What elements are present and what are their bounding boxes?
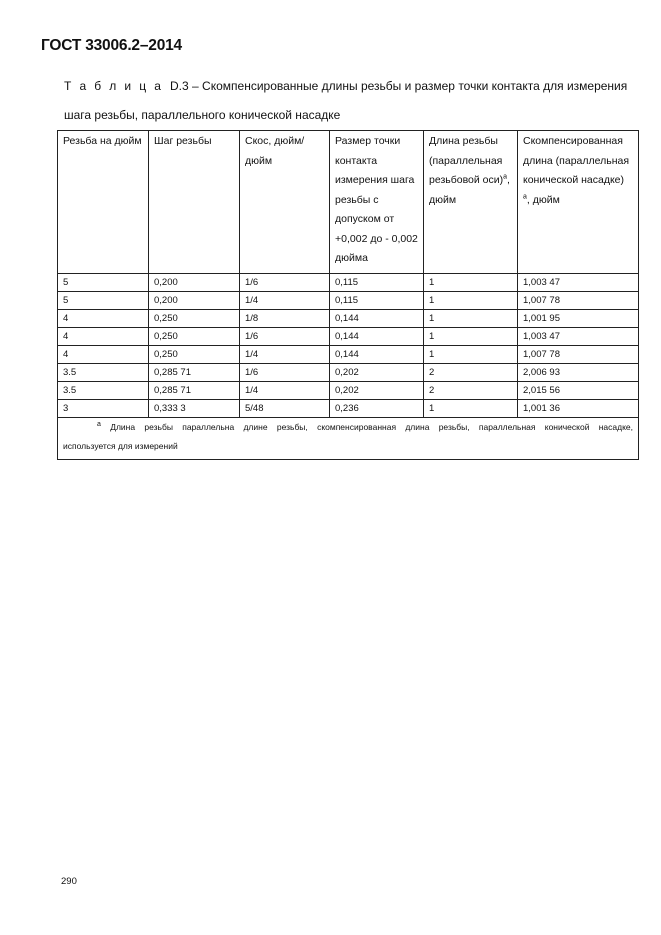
footnote-ref-a: a [523, 193, 527, 200]
cell-compensated-length: 1,003 47 [518, 327, 639, 345]
table-caption [64, 78, 639, 94]
footnote-line2: используется для измерений [63, 440, 178, 451]
cell-taper: 1/6 [240, 327, 330, 345]
column-header-compensated-length [518, 131, 639, 274]
cell-compensated-length: 1,007 78 [518, 345, 639, 363]
table-header-row [58, 131, 639, 274]
cell-thread-pitch: 0,333 3 [149, 399, 240, 417]
footnote-marker: a [97, 420, 101, 428]
cell-taper: 1/4 [240, 291, 330, 309]
footnote-line1 [63, 418, 633, 437]
table-row [58, 309, 639, 327]
cell-threads-per-inch: 5 [58, 273, 149, 291]
cell-taper: 1/6 [240, 273, 330, 291]
cell-thread-pitch: 0,250 [149, 327, 240, 345]
column-header-threads-per-inch: Резьба на дюйм [58, 131, 149, 274]
column-header-contact-point-size: Размер точки контакта измерения шага резьбы с допуском от +0,002 до - 0,002 дюйма [330, 131, 424, 274]
cell-taper: 1/8 [240, 309, 330, 327]
cell-compensated-length: 1,007 78 [518, 291, 639, 309]
cell-contact-point-size: 0,202 [330, 363, 424, 381]
cell-thread-pitch: 0,250 [149, 309, 240, 327]
cell-threads-per-inch: 3 [58, 399, 149, 417]
table-row [58, 273, 639, 291]
page-number: 290 [61, 876, 77, 887]
cell-contact-point-size: 0,144 [330, 309, 424, 327]
cell-contact-point-size: 0,115 [330, 291, 424, 309]
cell-compensated-length: 2,006 93 [518, 363, 639, 381]
cell-thread-pitch: 0,200 [149, 273, 240, 291]
cell-contact-point-size: 0,115 [330, 273, 424, 291]
table-footnote [58, 417, 639, 459]
cell-taper: 5/48 [240, 399, 330, 417]
column-header-thread-pitch: Шаг резьбы [149, 131, 240, 274]
cell-contact-point-size: 0,144 [330, 327, 424, 345]
cell-taper: 1/4 [240, 345, 330, 363]
cell-taper: 1/4 [240, 381, 330, 399]
cell-thread-pitch: 0,200 [149, 291, 240, 309]
footnote-text: Длина резьбы параллельна длине резьбы, скомпенсированная длина резьбы, параллельная конической насадке, [110, 421, 633, 432]
table-row [58, 327, 639, 345]
column-header-thread-length-text: Длина резьбы (параллельная резьбовой оси) [429, 135, 504, 186]
cell-thread-length: 1 [424, 399, 518, 417]
table-row [58, 363, 639, 381]
cell-thread-length: 1 [424, 273, 518, 291]
table-row [58, 381, 639, 399]
table-row [58, 291, 639, 309]
caption-number: D.3 [170, 79, 189, 93]
cell-threads-per-inch: 3.5 [58, 363, 149, 381]
cell-taper: 1/6 [240, 363, 330, 381]
cell-threads-per-inch: 4 [58, 345, 149, 363]
cell-contact-point-size: 0,202 [330, 381, 424, 399]
column-header-thread-length [424, 131, 518, 274]
cell-thread-length: 2 [424, 381, 518, 399]
cell-thread-pitch: 0,285 71 [149, 381, 240, 399]
table-row [58, 399, 639, 417]
cell-compensated-length: 1,001 36 [518, 399, 639, 417]
cell-threads-per-inch: 5 [58, 291, 149, 309]
column-header-taper: Скос, дюйм/ дюйм [240, 131, 330, 274]
table-footnote-row [58, 417, 639, 459]
cell-contact-point-size: 0,144 [330, 345, 424, 363]
caption-text-line2: шага резьбы, параллельного конической насадке [64, 108, 341, 122]
table-body [58, 273, 639, 417]
footnote-ref-a: a [503, 173, 508, 181]
caption-text-line1: – Скомпенсированные длины резьбы и размер точки контакта для измерения [188, 79, 628, 93]
table-row [58, 345, 639, 363]
cell-contact-point-size: 0,236 [330, 399, 424, 417]
cell-compensated-length: 2,015 56 [518, 381, 639, 399]
cell-thread-length: 1 [424, 327, 518, 345]
cell-threads-per-inch: 3.5 [58, 381, 149, 399]
cell-thread-pitch: 0,285 71 [149, 363, 240, 381]
column-header-thread-length-unit: , дюйм [429, 174, 510, 206]
cell-compensated-length: 1,001 95 [518, 309, 639, 327]
thread-length-table [57, 130, 639, 460]
cell-compensated-length: 1,003 47 [518, 273, 639, 291]
cell-thread-length: 1 [424, 309, 518, 327]
caption-label: Т а б л и ц а [64, 79, 164, 93]
cell-thread-pitch: 0,250 [149, 345, 240, 363]
cell-thread-length: 1 [424, 345, 518, 363]
column-header-compensated-length-unit: , дюйм [526, 193, 560, 206]
cell-threads-per-inch: 4 [58, 327, 149, 345]
cell-thread-length: 1 [424, 291, 518, 309]
column-header-compensated-length-text: Скомпенсированная длина (параллельная конической насадке) [523, 135, 630, 186]
cell-threads-per-inch: 4 [58, 309, 149, 327]
cell-thread-length: 2 [424, 363, 518, 381]
document-header: ГОСТ 33006.2–2014 [41, 37, 182, 54]
